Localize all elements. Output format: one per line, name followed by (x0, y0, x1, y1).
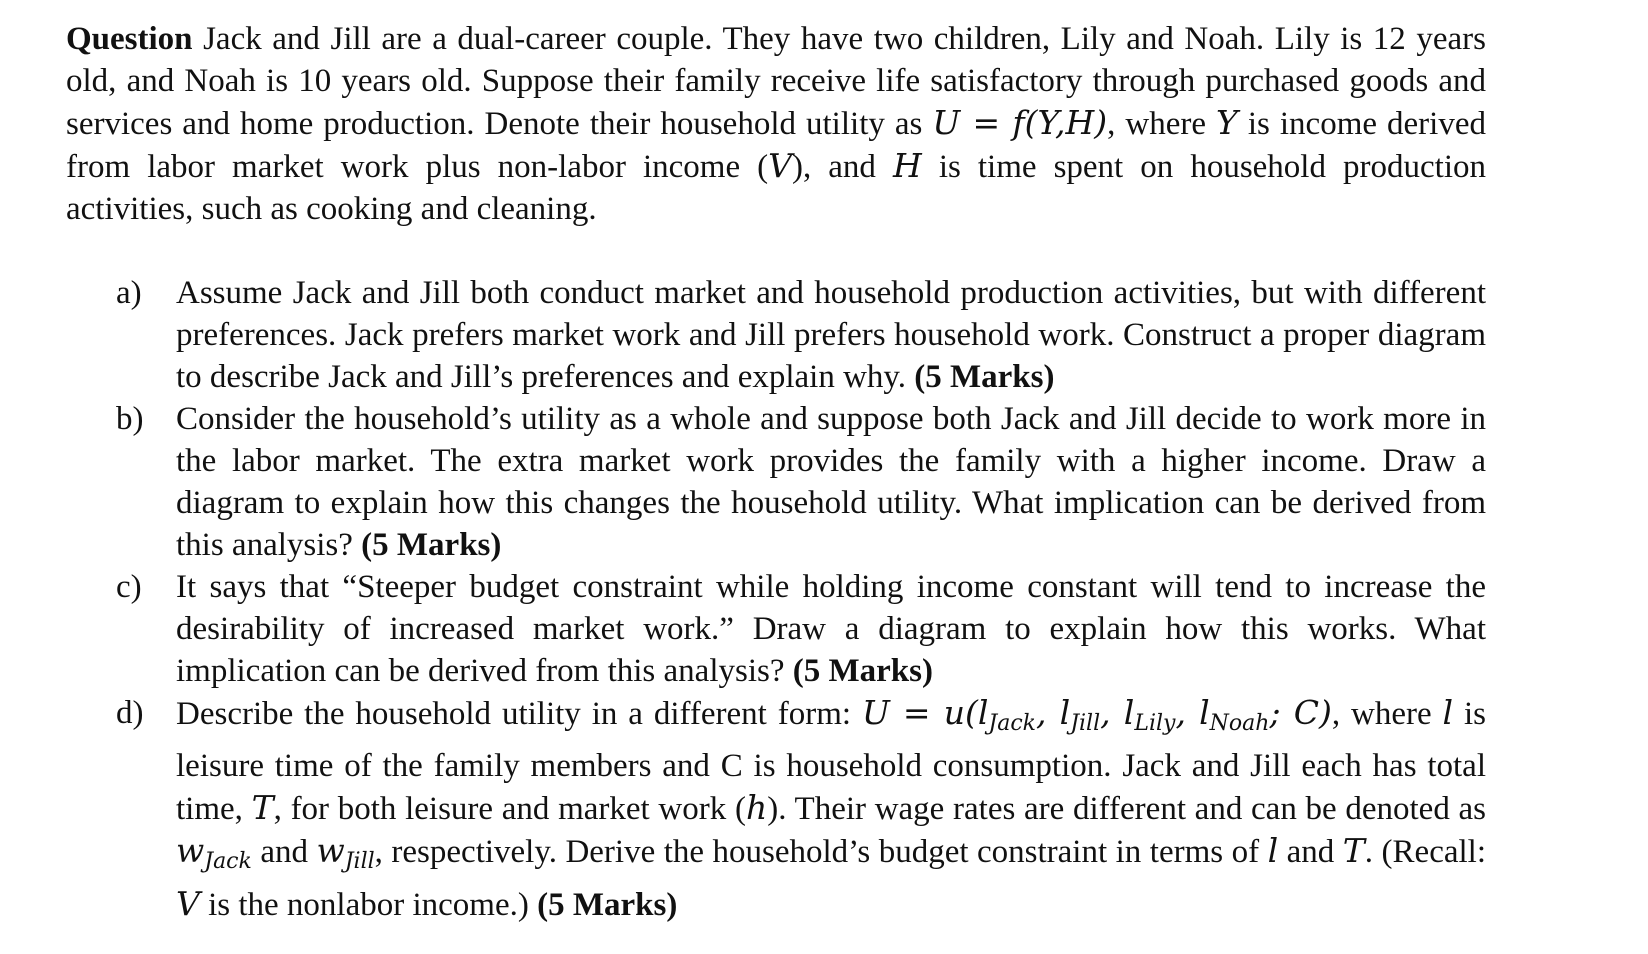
part-d-text-3: is leisure time of the family members and C is household consumption. Jack and Jill each has total time, (176, 696, 1487, 827)
wage-symbol: w (176, 831, 205, 870)
part-text: Assume Jack and Jill both conduct market and household production activities, but with different preferences. Jack prefers market work and Jill prefers household work. Construct a proper diagram to describe Jack and Jill’s preferences and explain why. (176, 275, 1486, 395)
part-d-text-7: , respectively. Derive the household’s budget constraint in terms of (374, 834, 1268, 870)
intro-text-3: is income derived from labor market work plus non-labor income ( (66, 106, 1486, 185)
part-label: d) (116, 695, 144, 731)
sub-jill: Jill (1070, 711, 1101, 736)
wage-symbol: w (316, 831, 345, 870)
utility-u-expression (861, 693, 1332, 736)
var-l: l (1442, 693, 1454, 732)
question-intro (66, 18, 1486, 230)
part-marks: (5 Marks) (361, 527, 502, 563)
wage-jill (316, 831, 375, 874)
part-d-text-8: and (1278, 834, 1343, 870)
u-expr-end: ; C) (1269, 693, 1332, 732)
sub-noah: Noah (1209, 711, 1270, 736)
u-expr-sep: , l (1175, 693, 1210, 732)
part-b (66, 398, 1486, 566)
part-label: b) (116, 401, 144, 437)
var-t: T (251, 788, 274, 827)
part-d (66, 692, 1486, 926)
var-v: V (768, 146, 792, 185)
var-h: H (892, 146, 922, 185)
wage-sub-jill: Jill (344, 849, 375, 874)
part-d-text-5: ). Their wage rates are different and can be denoted as (767, 791, 1487, 827)
part-d-text-2: , where (1331, 696, 1443, 732)
u-expr-start: U = u(l (861, 693, 989, 732)
part-d-text-4: , for both leisure and market work ( (273, 791, 746, 827)
utility-expression: U = f(Y,H) (932, 103, 1108, 142)
var-y: Y (1216, 103, 1238, 142)
intro-text-2: , where (1107, 106, 1217, 142)
var-t-2: T (1342, 831, 1365, 870)
part-d-text-9: . (Recall: (1364, 834, 1486, 870)
sub-jack: Jack (988, 711, 1036, 736)
part-d-text-10: is the nonlabor income.) (199, 887, 538, 923)
part-text: Consider the household’s utility as a whole and suppose both Jack and Jill decide to work more in the labor market. The extra market work provides the family with a higher income. Draw a diagram to explain how this changes the household utility. What implication can be derived from this analysis? (176, 401, 1486, 563)
part-c (66, 566, 1486, 692)
u-expr-sep: , l (1036, 693, 1071, 732)
intro-text-4: ), and (792, 149, 893, 185)
wage-sub-jack: Jack (204, 849, 252, 874)
part-label: a) (116, 275, 142, 311)
part-marks: (5 Marks) (537, 887, 678, 923)
part-label: c) (116, 569, 142, 605)
part-a (66, 272, 1486, 398)
wage-jack (176, 831, 252, 874)
part-d-text-6: and (251, 834, 317, 870)
intro-text-5: is time spent on household production activities, such as cooking and cleaning. (66, 149, 1486, 227)
sub-lily: Lily (1134, 711, 1176, 736)
var-v-2: V (176, 884, 200, 923)
var-l-2: l (1267, 831, 1279, 870)
intro-text-1: Jack and Jill are a dual-career couple. They have two children, Lily and Noah. Lily is 12 years old, and Noah is 10 years old. Suppose their family receive life satisfactory through purchased goods and services and home production. Denote their household utility as (66, 21, 1486, 142)
part-marks: (5 Marks) (914, 359, 1055, 395)
part-text: It says that “Steeper budget constraint while holding income constant will tend to increase the desirability of increased market work.” Draw a diagram to explain how this works. What implication can be derived from this analysis? (176, 569, 1486, 689)
part-marks: (5 Marks) (792, 653, 933, 689)
question-document (66, 18, 1486, 926)
question-parts-list (66, 272, 1486, 926)
u-expr-sep: , l (1100, 693, 1135, 732)
var-h-small: h (745, 788, 768, 827)
part-d-text-1: Describe the household utility in a different form: (176, 696, 862, 732)
question-lead: Question (66, 21, 193, 57)
